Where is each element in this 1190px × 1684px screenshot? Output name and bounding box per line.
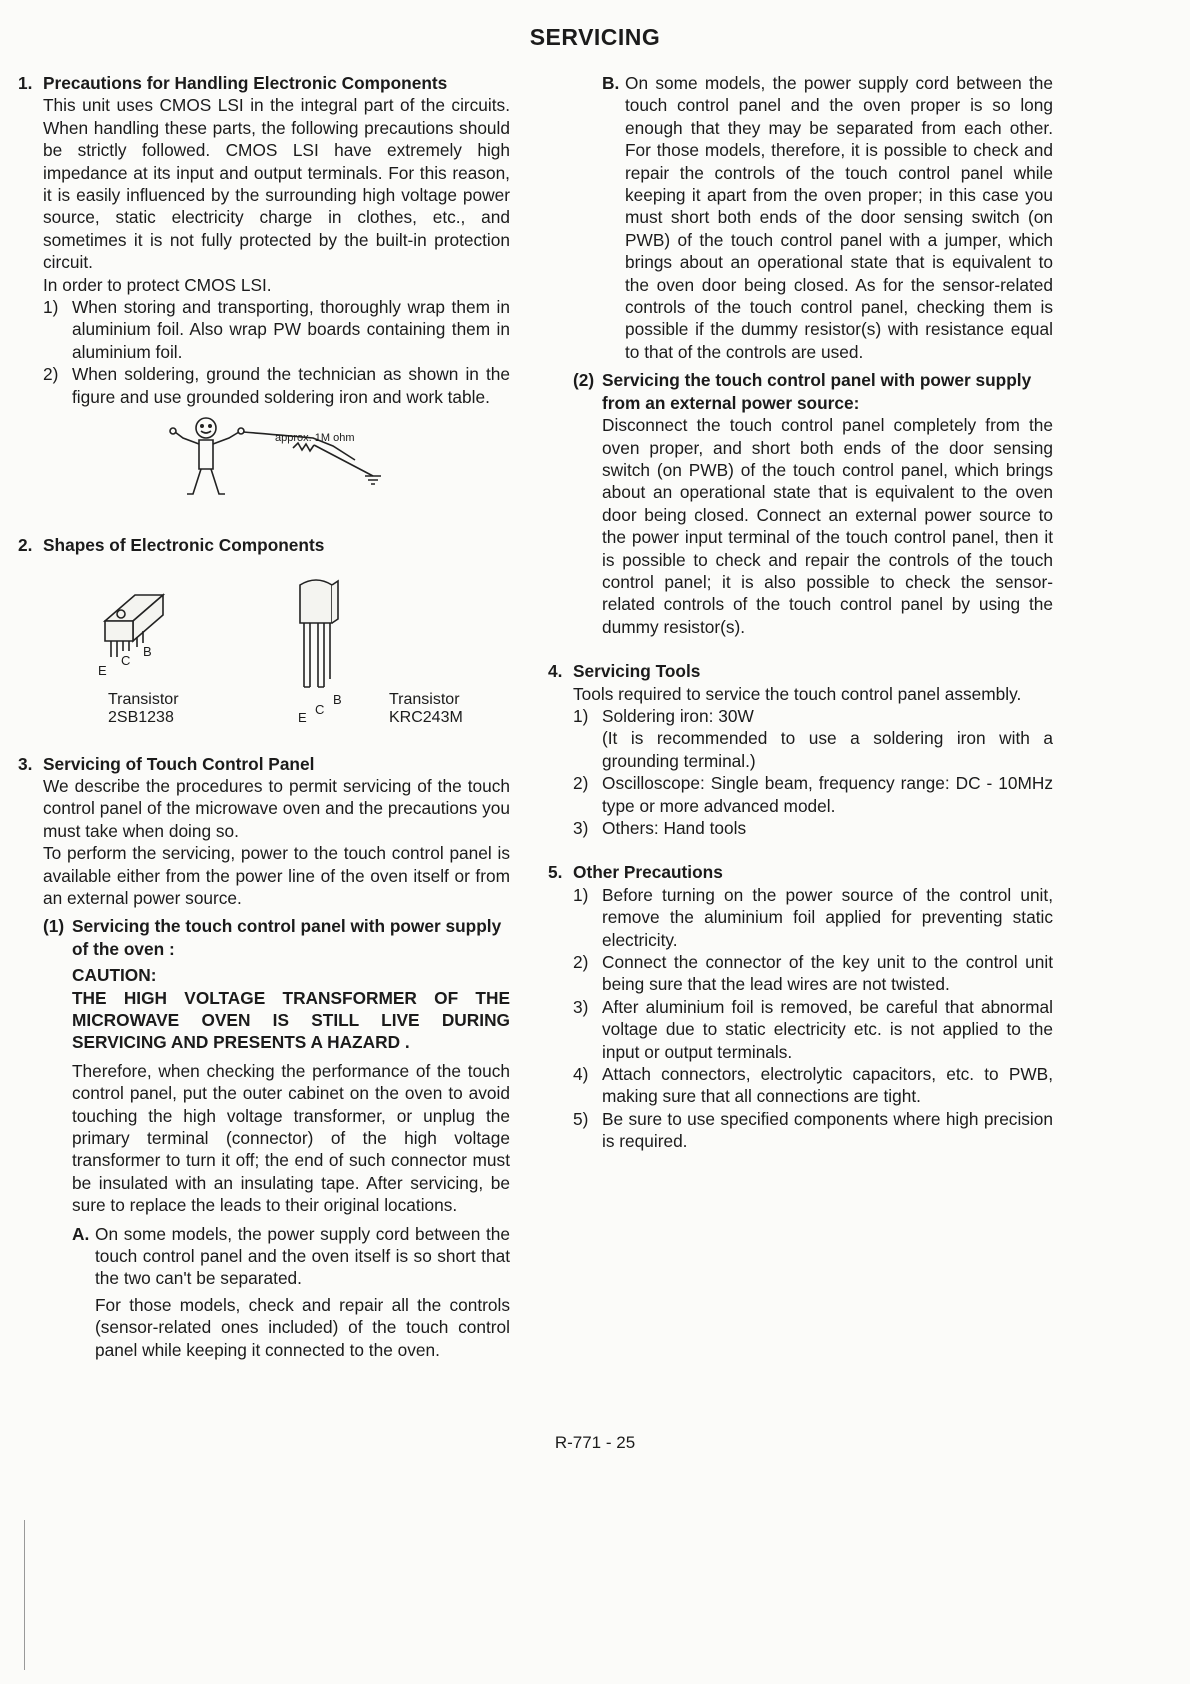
list-item <box>573 705 1053 772</box>
list-item <box>573 996 1053 1063</box>
section-body: This unit uses CMOS LSI in the integral part of the circuits. When handling these parts, the following precautions should be strictly followed. CMOS LSI have extremely high impedance at its input and output terminals. For this reason, it is easily influenced by the surrounding high voltage power source, static electricity charge in clothes, etc., and sometimes it is not fully protected by the built-in protection circuit. <box>43 95 510 273</box>
section-servicing-touch-panel <box>18 753 510 1362</box>
grounded-technician-figure <box>43 414 510 524</box>
section-paragraph: We describe the procedures to permit servicing of the touch control panel of the microwave oven and the precautions you must take when doing so. <box>43 775 510 841</box>
item-number: 1) <box>573 705 589 726</box>
subsection-body: Disconnect the touch control panel completely from the oven proper, and short both ends of the door sensing switch (on PWB) of the touch control panel, which brings about an operational state that is equivalent to the oven door being closed. Connect an external power source to the power input terminal of the touch control panel, then it is possible to check and repair the controls of the touch control panel; it is also possible to check the sensor-related controls of the touch control panel by using the dummy resistor(s). <box>602 415 1053 637</box>
item-text: Soldering iron: 30W <box>602 705 754 726</box>
section-number: 3. <box>18 753 33 774</box>
case-letter: A. <box>72 1223 90 1244</box>
subsection-oven-power <box>43 915 510 1361</box>
item-number: 1) <box>573 884 589 905</box>
item-text: After aluminium foil is removed, be careful that abnormal voltage due to static electricity etc. is not applied to the input or output terminals. <box>602 996 1053 1062</box>
list-item <box>573 1063 1053 1108</box>
item-number: 2) <box>573 773 589 794</box>
section-title: Servicing of Touch Control Panel <box>43 753 315 774</box>
item-text: Oscilloscope: Single beam, frequency range: DC - 10MHz type or more advanced model. <box>602 773 1053 816</box>
list-item <box>573 817 1053 839</box>
item-number: 3) <box>573 996 589 1017</box>
section-precautions <box>18 72 510 524</box>
left-column <box>18 72 510 1361</box>
item-number: 5) <box>573 1108 589 1129</box>
caution-label: CAUTION: <box>72 965 157 986</box>
pin-c-label: C <box>121 652 131 668</box>
section-number: 4. <box>548 661 563 682</box>
list-item <box>573 1108 1053 1153</box>
section-number: 5. <box>548 862 563 883</box>
item-text: Connect the connector of the key unit to the control unit being sure that the lead wires are not twisted. <box>602 952 1053 995</box>
transistor-figures <box>43 567 510 737</box>
item-text: Others: Hand tools <box>602 818 747 838</box>
section-title: Servicing Tools <box>573 661 701 682</box>
item-number: 3) <box>573 818 589 838</box>
section-number: 1. <box>18 73 33 93</box>
transistor-part-number: KRC243M <box>389 708 463 726</box>
item-number: 2) <box>43 364 59 385</box>
item-number: 1) <box>43 297 59 318</box>
list-item <box>573 884 1053 951</box>
section-servicing-tools <box>548 660 1053 839</box>
subsection-external-power <box>573 369 1053 638</box>
pin-b-label: B <box>143 643 152 659</box>
case-letter: B. <box>602 73 620 93</box>
item-note: (It is recommended to use a soldering iron with a grounding terminal.) <box>602 728 1053 771</box>
caution-text: THE HIGH VOLTAGE TRANSFORMER OF THE MICROWAVE OVEN IS STILL LIVE DURING SERVICING AND PRESENTS A HAZARD . <box>72 987 510 1053</box>
item-number: 2) <box>573 952 589 973</box>
resistance-label: approx. 1M ohm <box>275 432 355 445</box>
transistor-krc243m-drawing <box>288 567 368 717</box>
case-text: For those models, check and repair all the controls (sensor-related ones included) of the touch control panel while keeping it connected to the oven. <box>95 1294 510 1360</box>
case-b <box>602 72 1053 363</box>
list-item <box>43 296 510 363</box>
section-paragraph: Therefore, when checking the performance of the touch control panel, put the outer cabinet on the oven to avoid touching the high voltage transformer, or unplug the primary terminal (connector) of the high voltage transformer to turn it off; the end of such connector must be insulated with an insulating tape. After servicing, be sure to replace the leads to their original locations. <box>72 1060 510 1216</box>
page-number: R-771 - 25 <box>554 1433 636 1452</box>
right-column <box>548 72 1053 1153</box>
item-text: Attach connectors, electrolytic capacitors, etc. to PWB, making sure that all connections are tight. <box>602 1064 1053 1107</box>
scan-edge-line <box>24 1520 25 1670</box>
subsection-title: Servicing the touch control panel with power supply of the oven : <box>72 916 502 959</box>
section-servicing-touch-panel-cont <box>548 72 1053 638</box>
transistor-label: Transistor <box>389 690 460 708</box>
section-title: Other Precautions <box>573 862 723 883</box>
pin-e-label: E <box>298 709 307 725</box>
item-number: 4) <box>573 1064 589 1085</box>
subsection-oven-power-cont <box>573 72 1053 363</box>
case-a <box>72 1223 510 1361</box>
section-shapes <box>18 534 510 736</box>
case-text: On some models, the power supply cord between the touch control panel and the oven itself is so short that the two can't be separated. <box>95 1223 510 1289</box>
subsection-number: (2) <box>573 370 595 391</box>
item-text: Before turning on the power source of the control unit, remove the aluminium foil applied for preventing static electricity. <box>602 884 1053 950</box>
item-text: When soldering, ground the technician as shown in the figure and use grounded soldering iron and work table. <box>72 364 510 407</box>
case-text: On some models, the power supply cord between the touch control panel and the oven proper is so long enough that they may be separated from each other. For those models, therefore, it is possible to check and repair the controls of the touch control panel while keeping it apart from the oven proper; in this case you must short both ends of the door sensing switch (on PWB) of the touch control panel with a jumper, which brings about an operational state that is equivalent to the oven door being closed. As for the sensor-related controls of the touch control panel, checking them is possible if the dummy resistor(s) with resistance equal to that of the controls are used. <box>625 73 1053 362</box>
section-intro: Tools required to service the touch control panel assembly. <box>573 683 1022 704</box>
section-title: Shapes of Electronic Components <box>43 535 325 556</box>
list-item <box>43 363 510 408</box>
pin-e-label: E <box>98 662 107 678</box>
section-title: Precautions for Handling Electronic Components <box>43 73 448 93</box>
transistor-part-number: 2SB1238 <box>108 708 174 726</box>
subsection-number: (1) <box>43 916 65 937</box>
item-text: When storing and transporting, thoroughly wrap them in aluminium foil. Also wrap PW boards containing them in aluminium foil. <box>72 297 510 362</box>
page-title: SERVICING <box>529 24 661 50</box>
list-item <box>573 772 1053 817</box>
section-paragraph: To perform the servicing, power to the touch control panel is available either from the power line of the oven itself or from an external power source. <box>43 843 510 908</box>
subsection-title: Servicing the touch control panel with power supply from an external power source: <box>602 370 1032 413</box>
pin-c-label: C <box>315 701 325 717</box>
section-number: 2. <box>18 535 33 556</box>
section-lead: In order to protect CMOS LSI. <box>43 274 272 295</box>
pin-b-label: B <box>333 691 342 707</box>
transistor-label: Transistor <box>108 690 179 708</box>
section-other-precautions <box>548 861 1053 1152</box>
item-text: Be sure to use specified components where high precision is required. <box>602 1108 1053 1152</box>
list-item <box>573 951 1053 996</box>
